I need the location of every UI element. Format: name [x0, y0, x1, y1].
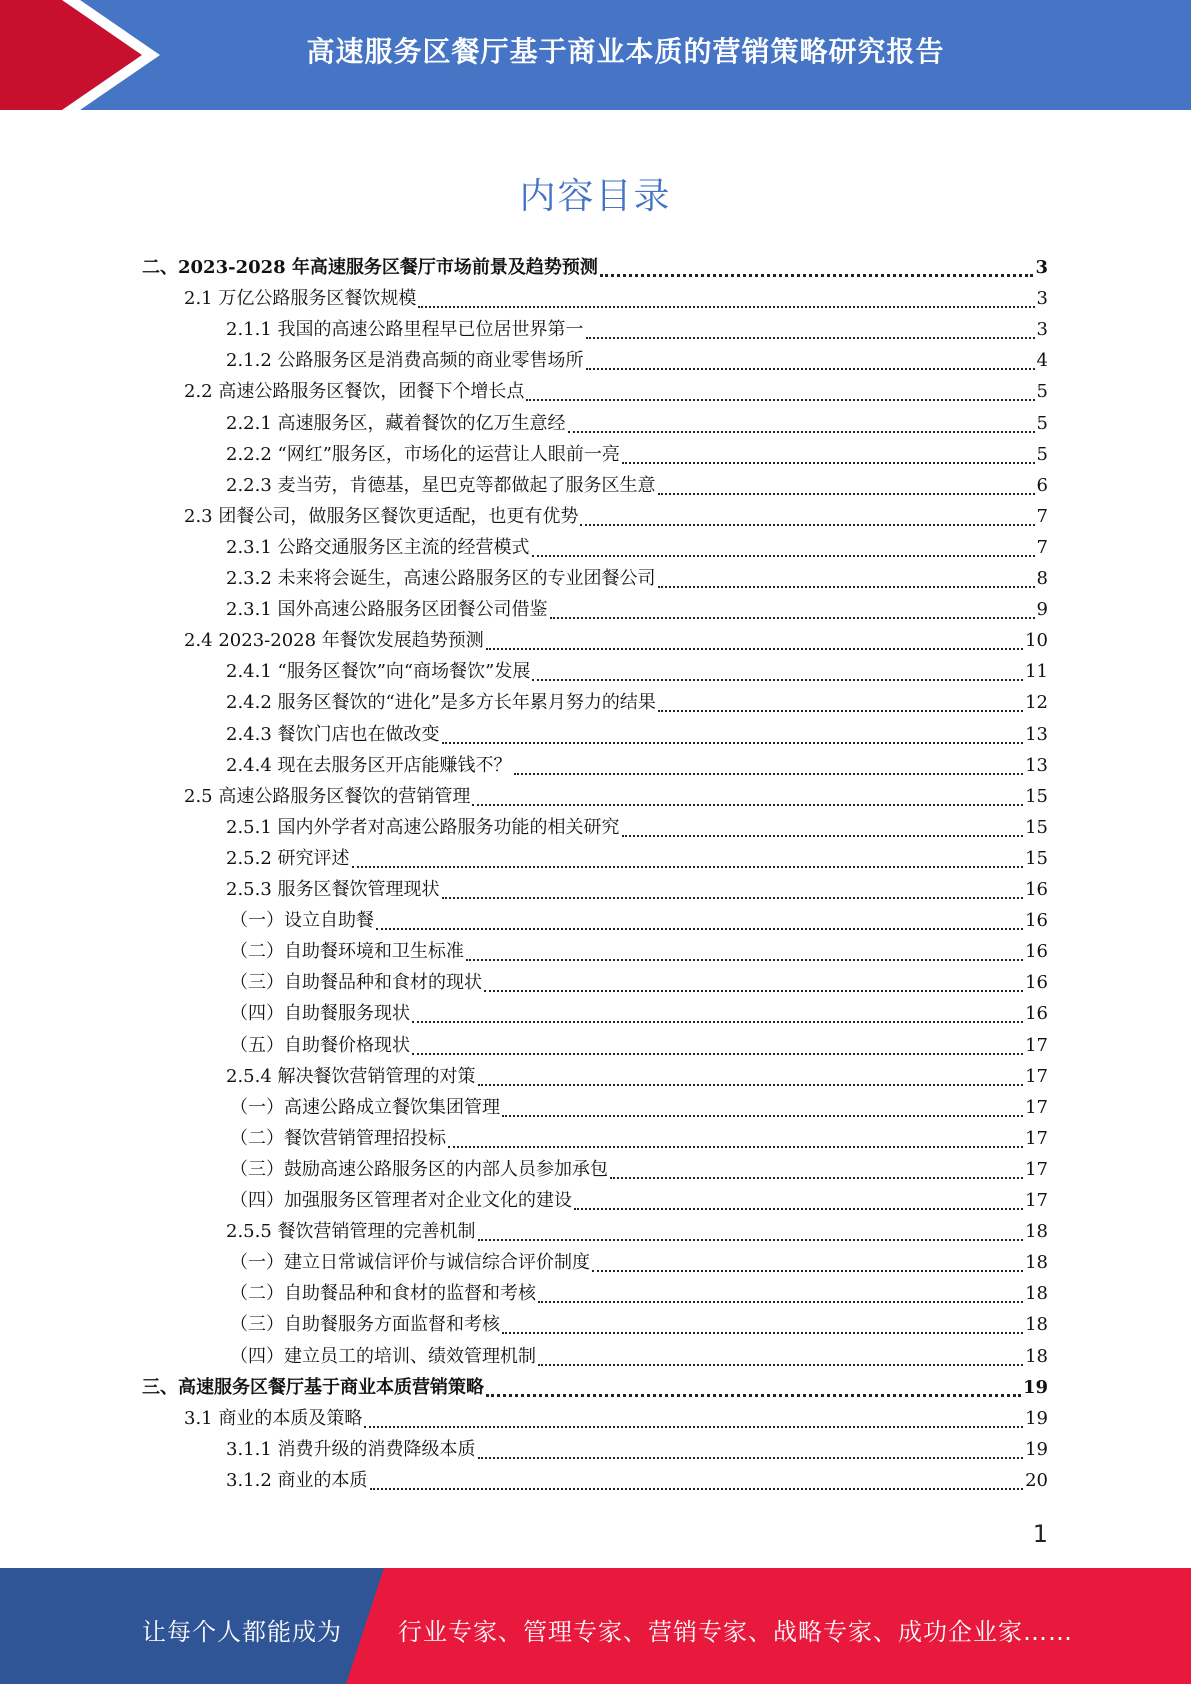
- toc-entry-label: 2.3 团餐公司，做服务区餐饮更适配，也更有优势: [184, 506, 579, 527]
- toc-entry-page: 5: [1036, 381, 1048, 402]
- toc-dot-leader: [600, 274, 1034, 277]
- toc-dot-leader: [610, 1177, 1023, 1179]
- toc-entry-page: 18: [1025, 1221, 1048, 1242]
- page-number: 1: [1032, 1520, 1048, 1548]
- toc-entry[interactable]: [230, 1030, 1048, 1061]
- toc-entry[interactable]: [230, 936, 1048, 967]
- toc-entry-label: （一）设立自助餐: [230, 910, 374, 931]
- toc-dot-leader: [484, 990, 1023, 992]
- report-title: 高速服务区餐厅基于商业本质的营销策略研究报告: [306, 35, 945, 68]
- toc-entry-label: 3.1.1 消费升级的消费降级本质: [226, 1439, 476, 1460]
- footer-slogan-left: 让每个人都能成为: [142, 1618, 342, 1646]
- page-footer: [0, 1568, 1191, 1684]
- toc-entry-label: 3.1.2 商业的本质: [226, 1470, 368, 1491]
- toc-dot-leader: [478, 1457, 1024, 1459]
- toc-entry[interactable]: [230, 998, 1048, 1029]
- toc-entry-label: 2.1 万亿公路服务区餐饮规模: [184, 288, 417, 309]
- toc-entry-label: 2.5.4 解决餐饮营销管理的对策: [226, 1066, 476, 1087]
- toc-entry-label: （一）建立日常诚信评价与诚信综合评价制度: [230, 1252, 590, 1273]
- footer-slogan-right: 行业专家、管理专家、营销专家、战略专家、成功企业家……: [398, 1618, 1073, 1646]
- toc-entry[interactable]: [184, 625, 1048, 656]
- toc-entry-label: 2.4.1 “服务区餐饮”向“商场餐饮”发展: [226, 661, 531, 682]
- toc-dot-leader: [502, 1332, 1023, 1334]
- toc-entry-label: 2.2 高速公路服务区餐饮，团餐下个增长点: [184, 381, 525, 402]
- toc-entry-label: 2.2.1 高速服务区，藏着餐饮的亿万生意经: [226, 413, 566, 434]
- toc-dot-leader: [658, 493, 1035, 495]
- toc-entry-page: 16: [1025, 941, 1048, 962]
- toc-entry-page: 7: [1036, 537, 1048, 558]
- toc-entry-page: 17: [1025, 1128, 1048, 1149]
- toc-dot-leader: [442, 897, 1024, 899]
- toc-entry[interactable]: [184, 1403, 1048, 1434]
- toc-entry[interactable]: [226, 532, 1048, 563]
- toc-entry[interactable]: [230, 1154, 1048, 1185]
- toc-dot-leader: [370, 1488, 1024, 1490]
- toc-entry-label: 2.4 2023-2028 年餐饮发展趋势预测: [184, 630, 484, 651]
- toc-entry-label: 2.5.5 餐饮营销管理的完善机制: [226, 1221, 476, 1242]
- toc-entry-page: 8: [1036, 568, 1048, 589]
- toc-entry[interactable]: [184, 781, 1048, 812]
- toc-entry-page: 3: [1035, 257, 1048, 278]
- toc-entry-page: 18: [1025, 1252, 1048, 1273]
- toc-entry[interactable]: [226, 874, 1048, 905]
- toc-entry-label: （四）自助餐服务现状: [230, 1003, 410, 1024]
- toc-entry-page: 16: [1025, 1003, 1048, 1024]
- toc-entry[interactable]: [230, 1341, 1048, 1372]
- toc-entry[interactable]: [226, 812, 1048, 843]
- toc-entry[interactable]: [226, 1216, 1048, 1247]
- toc-dot-leader: [472, 804, 1023, 806]
- toc-entry[interactable]: [184, 376, 1048, 407]
- toc-entry-page: 18: [1025, 1314, 1048, 1335]
- toc-entry-page: 15: [1025, 848, 1048, 869]
- toc-entry-page: 13: [1025, 724, 1048, 745]
- toc-entry-page: 16: [1025, 879, 1048, 900]
- toc-dot-leader: [418, 306, 1034, 308]
- toc-dot-leader: [586, 368, 1035, 370]
- toc-dot-leader: [502, 1115, 1023, 1117]
- page-header: [0, 0, 1191, 110]
- toc-entry-label: （四）建立员工的培训、绩效管理机制: [230, 1346, 536, 1367]
- toc-dot-leader: [466, 959, 1023, 961]
- toc-entry[interactable]: [226, 1465, 1048, 1496]
- toc-entry-label: 2.2.2 “网红”服务区，市场化的运营让人眼前一亮: [226, 444, 620, 465]
- toc-entry-label: （五）自助餐价格现状: [230, 1035, 410, 1056]
- toc-entry-page: 6: [1036, 475, 1048, 496]
- toc-entry[interactable]: [226, 408, 1048, 439]
- toc-dot-leader: [538, 1364, 1023, 1366]
- toc-entry-label: 2.5.1 国内外学者对高速公路服务功能的相关研究: [226, 817, 620, 838]
- toc-entry-label: 2.3.2 未来将会诞生，高速公路服务区的专业团餐公司: [226, 568, 656, 589]
- toc-entry-label: （四）加强服务区管理者对企业文化的建设: [230, 1190, 572, 1211]
- toc-entry-label: 2.4.2 服务区餐饮的“进化”是多方长年累月努力的结果: [226, 692, 656, 713]
- toc-entry-page: 4: [1036, 350, 1048, 371]
- toc-entry-label: 2.1.2 公路服务区是消费高频的商业零售场所: [226, 350, 584, 371]
- toc-entry-label: （三）自助餐服务方面监督和考核: [230, 1314, 500, 1335]
- toc-entry[interactable]: [230, 1123, 1048, 1154]
- toc-dot-leader: [532, 679, 1023, 681]
- toc-entry-label: 2.2.3 麦当劳，肯德基，星巴克等都做起了服务区生意: [226, 475, 656, 496]
- toc-entry[interactable]: [226, 687, 1048, 718]
- toc-entry-label: 2.4.3 餐饮门店也在做改变: [226, 724, 440, 745]
- toc-entry[interactable]: [142, 1372, 1048, 1403]
- toc-entry[interactable]: [184, 501, 1048, 532]
- toc-entry[interactable]: [226, 594, 1048, 625]
- toc-entry-page: 9: [1036, 599, 1048, 620]
- toc-title: 内容目录: [519, 176, 672, 217]
- toc-entry[interactable]: [226, 719, 1048, 750]
- toc-entry-label: （二）餐饮营销管理招投标: [230, 1128, 446, 1149]
- toc-dot-leader: [376, 928, 1023, 930]
- toc-entry-page: 20: [1025, 1470, 1048, 1491]
- toc-entry[interactable]: [226, 843, 1048, 874]
- toc-entry[interactable]: [226, 314, 1048, 345]
- toc-entry-page: 19: [1025, 1439, 1048, 1460]
- toc-dot-leader: [364, 1426, 1023, 1428]
- toc-entry[interactable]: [226, 439, 1048, 470]
- toc-entry-page: 13: [1025, 755, 1048, 776]
- toc-entry-page: 15: [1025, 817, 1048, 838]
- toc-dot-leader: [478, 1084, 1024, 1086]
- toc-dot-leader: [622, 835, 1024, 837]
- toc-entry-page: 18: [1025, 1283, 1048, 1304]
- toc-entry-page: 15: [1025, 786, 1048, 807]
- toc-entry-page: 18: [1025, 1346, 1048, 1367]
- toc-entry-page: 5: [1036, 413, 1048, 434]
- toc-entry[interactable]: [226, 345, 1048, 376]
- toc-entry-label: 2.1.1 我国的高速公路里程早已位居世界第一: [226, 319, 584, 340]
- toc-entry[interactable]: [230, 967, 1048, 998]
- toc-entry-label: （三）自助餐品种和食材的现状: [230, 972, 482, 993]
- toc-dot-leader: [550, 617, 1035, 619]
- toc-entry[interactable]: [226, 470, 1048, 501]
- toc-dot-leader: [622, 462, 1035, 464]
- toc-entry[interactable]: [230, 1185, 1048, 1216]
- toc-entry[interactable]: [184, 283, 1048, 314]
- toc-entry[interactable]: [226, 1061, 1048, 1092]
- toc-dot-leader: [448, 1146, 1023, 1148]
- toc-dot-leader: [592, 1270, 1023, 1272]
- toc-dot-leader: [486, 1394, 1021, 1397]
- toc-entry-label: （二）自助餐环境和卫生标准: [230, 941, 464, 962]
- toc-entry[interactable]: [142, 252, 1048, 283]
- toc-entry-page: 10: [1025, 630, 1048, 651]
- toc-entry-label: 二、2023-2028 年高速服务区餐厅市场前景及趋势预测: [142, 257, 598, 278]
- toc-entry-label: 3.1 商业的本质及策略: [184, 1408, 363, 1429]
- toc-entry[interactable]: [230, 1309, 1048, 1340]
- toc-entry[interactable]: [226, 750, 1048, 781]
- toc-entry-label: （三）鼓励高速公路服务区的内部人员参加承包: [230, 1159, 608, 1180]
- toc-entry-page: 19: [1025, 1408, 1048, 1429]
- toc-entry-page: 17: [1025, 1097, 1048, 1118]
- toc-dot-leader: [514, 773, 1024, 775]
- toc-entry-page: 17: [1025, 1035, 1048, 1056]
- toc-entry[interactable]: [230, 905, 1048, 936]
- toc-entry-page: 7: [1036, 506, 1048, 527]
- toc-entry-page: 17: [1025, 1190, 1048, 1211]
- toc-entry-page: 16: [1025, 910, 1048, 931]
- toc-dot-leader: [568, 431, 1035, 433]
- toc-entry-label: 2.3.1 国外高速公路服务区团餐公司借鉴: [226, 599, 548, 620]
- toc-dot-leader: [486, 648, 1023, 650]
- toc-entry-page: 3: [1036, 319, 1048, 340]
- toc-entry-label: 2.3.1 公路交通服务区主流的经营模式: [226, 537, 530, 558]
- toc-entry-page: 17: [1025, 1066, 1048, 1087]
- toc-entry[interactable]: [226, 563, 1048, 594]
- toc-dot-leader: [538, 1301, 1023, 1303]
- toc-entry[interactable]: [230, 1247, 1048, 1278]
- toc-entry-label: 2.5 高速公路服务区餐饮的营销管理: [184, 786, 471, 807]
- toc-dot-leader: [442, 742, 1024, 744]
- toc-entry-label: （一）高速公路成立餐饮集团管理: [230, 1097, 500, 1118]
- toc-entry-label: （二）自助餐品种和食材的监督和考核: [230, 1283, 536, 1304]
- toc-dot-leader: [532, 555, 1035, 557]
- toc-dot-leader: [478, 1239, 1024, 1241]
- toc-entry-label: 2.5.2 研究评述: [226, 848, 350, 869]
- toc-dot-leader: [658, 586, 1035, 588]
- toc-dot-leader: [586, 337, 1035, 339]
- toc-entry-page: 19: [1022, 1377, 1048, 1398]
- toc-dot-leader: [352, 866, 1024, 868]
- toc-entry-page: 16: [1025, 972, 1048, 993]
- toc-entry-page: 3: [1036, 288, 1048, 309]
- toc-entry[interactable]: [226, 1434, 1048, 1465]
- toc-dot-leader: [580, 524, 1034, 526]
- toc-dot-leader: [412, 1021, 1023, 1023]
- toc-entry-page: 17: [1025, 1159, 1048, 1180]
- toc-entry-page: 11: [1025, 661, 1048, 682]
- toc-entry-label: 2.5.3 服务区餐饮管理现状: [226, 879, 440, 900]
- toc-entry-page: 12: [1025, 692, 1048, 713]
- toc-entry-label: 三、高速服务区餐厅基于商业本质营销策略: [142, 1377, 484, 1398]
- toc-dot-leader: [526, 399, 1034, 401]
- toc-entry[interactable]: [226, 656, 1048, 687]
- toc-dot-leader: [412, 1053, 1023, 1055]
- toc-dot-leader: [574, 1208, 1023, 1210]
- toc-entry[interactable]: [230, 1278, 1048, 1309]
- toc-entry-page: 5: [1036, 444, 1048, 465]
- toc-dot-leader: [658, 710, 1023, 712]
- toc-entry-label: 2.4.4 现在去服务区开店能赚钱不？: [226, 755, 512, 776]
- toc-entry[interactable]: [230, 1092, 1048, 1123]
